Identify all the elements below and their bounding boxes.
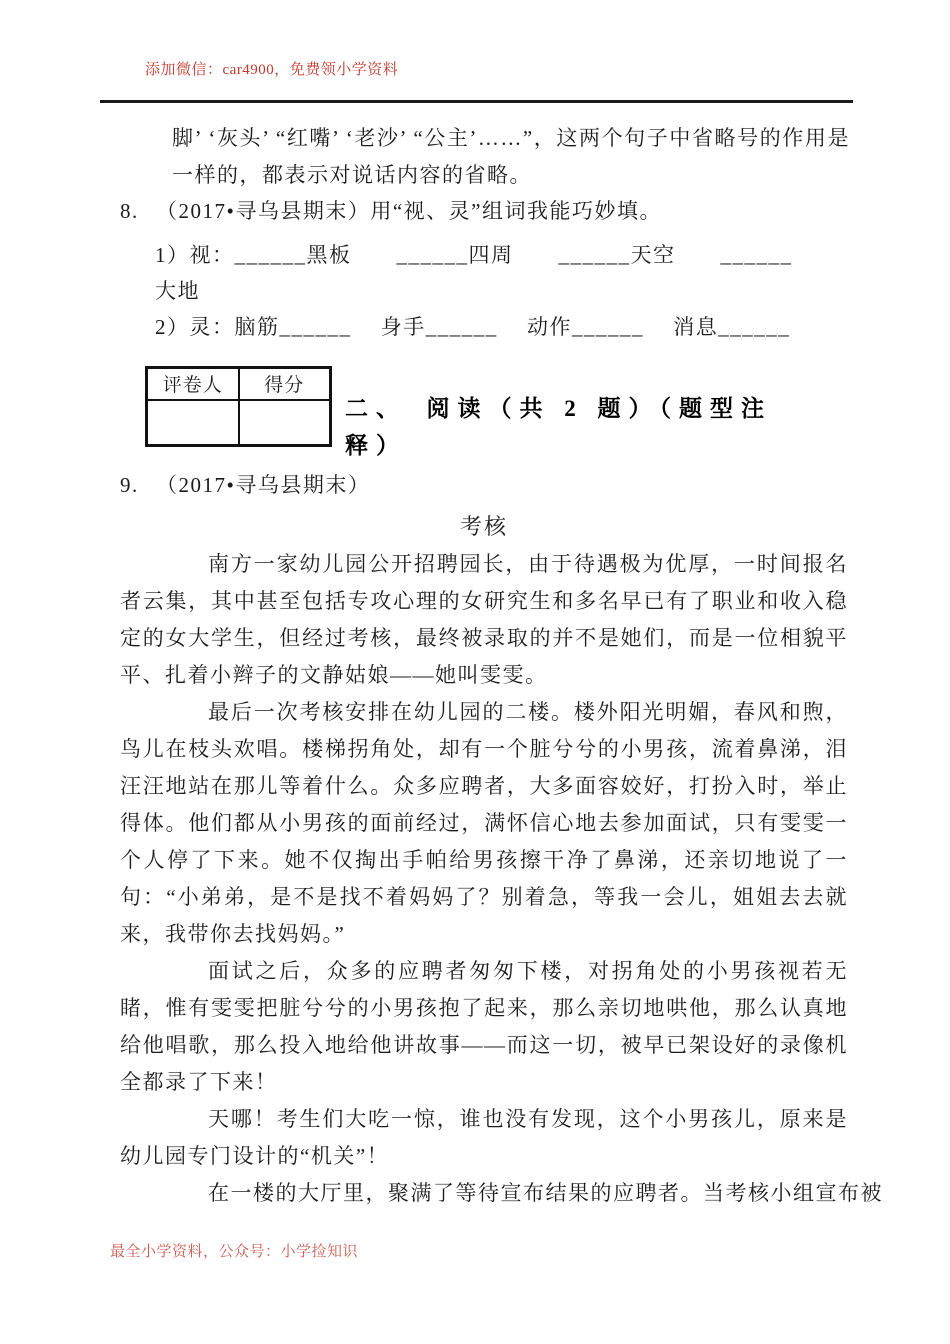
score-table-cell-score	[239, 400, 331, 446]
score-table-cell-grader	[147, 400, 239, 446]
passage-paragraph-1: 南方一家幼儿园公开招聘园长，由于待遇极为优厚，一时间报名者云集，其中甚至包括专攻心理的女研究生和多名早已有了职业和收入稳定的女大学生，但经过考核，最终被录取的并不是她们，而是一位相貌平平、扎着小辫子的文静姑娘——她叫雯雯。	[120, 552, 848, 687]
question-8-number: 8.	[120, 199, 139, 223]
section-2-heading	[345, 390, 772, 464]
passage-paragraph-5: 在一楼的大厅里，聚满了等待宣布结果的应聘者。当考核小组宣布被	[208, 1181, 883, 1205]
question-8-line	[120, 193, 662, 230]
question-9-source: （2017•寻乌县期末）	[156, 473, 371, 497]
essay-passage	[120, 546, 883, 1212]
score-table-header-score: 得分	[239, 368, 331, 400]
blank-line-shi: 1）视：______黑板 ______四周 ______天空 ______	[155, 243, 793, 267]
blank-line-ling: 2）灵：脑筋______ 身手______ 动作______ 消息______	[155, 315, 791, 339]
essay-title: 考核	[459, 514, 508, 539]
question-9-line	[120, 467, 370, 504]
header-promo-note: 添加微信：car4900，免费领小学资料	[145, 62, 399, 78]
question-8-stem: （2017•寻乌县期末）用“视、灵”组词我能巧妙填。	[156, 199, 662, 223]
footer-promo-note: 最全小学资料，公众号：小学捡知识	[110, 1244, 359, 1260]
question-8-blanks	[155, 237, 793, 345]
score-table-header-grader: 评卷人	[147, 368, 239, 400]
passage-paragraph-4: 天哪！考生们大吃一惊，谁也没有发现，这个小男孩儿，原来是幼儿园专门设计的“机关”！	[120, 1107, 848, 1168]
blank-line-dadi: 大地	[155, 279, 200, 303]
passage-paragraph-3: 面试之后，众多的应聘者匆匆下楼，对拐角处的小男孩视若无睹，惟有雯雯把脏兮兮的小男孩抱了起来，那么亲切地哄他，那么认真地给他唱歌，那么投入地给他讲故事——而这一切，被早已架设好的录像机全都录了下来！	[120, 959, 848, 1094]
section-2-heading-line1: 二、 阅读（共 2 题）（题型注	[345, 396, 772, 421]
item7-continuation-text: 脚’ ‘灰头’ “红嘴’ ‘老沙’ “公主’……”，这两个句子中省略号的作用是一样的，都表示对说话内容的省略。	[172, 126, 850, 187]
passage-paragraph-2: 最后一次考核安排在幼儿园的二楼。楼外阳光明媚，春风和煦，鸟儿在枝头欢唱。楼梯拐角处，却有一个脏兮兮的小男孩，流着鼻涕，泪汪汪地站在那儿等着什么。众多应聘者，大多面容姣好，打扮入时，举止得体。他们都从小男孩的面前经过，满怀信心地去参加面试，只有雯雯一个人停了下来。她不仅掏出手帕给男孩擦干净了鼻涕，还亲切地说了一句：“小弟弟，是不是找不着妈妈了？别着急，等我一会儿，姐姐去去就来，我带你去找妈妈。”	[120, 700, 848, 946]
question-9-number: 9.	[120, 473, 139, 497]
grader-score-table	[145, 366, 332, 447]
section-2-heading-line2: 释）	[345, 433, 407, 458]
header-divider-rule	[100, 100, 853, 103]
